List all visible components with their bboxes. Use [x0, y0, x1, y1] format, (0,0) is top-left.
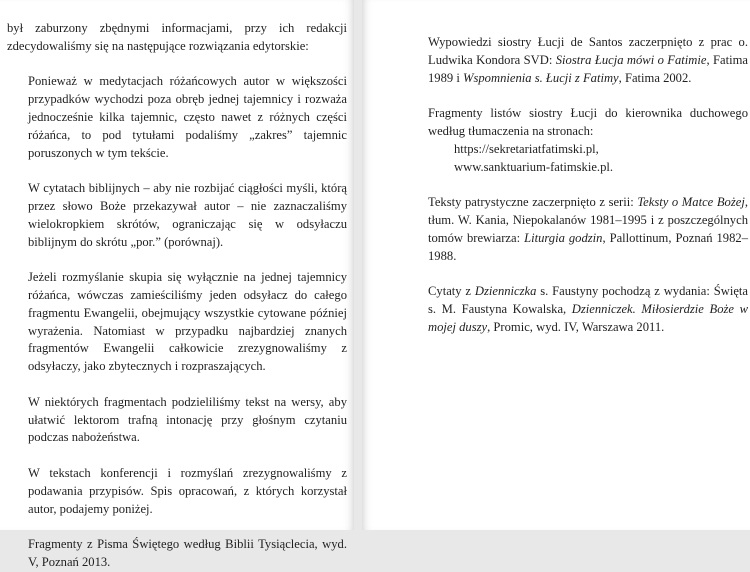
right-page-text — [428, 34, 748, 337]
source-lucia-statements: Wypowiedzi siostry Łucji de Santos zaczerpnięto z prac o. Ludwika Kondora SVD: Siostra Łucja mówi o Fatimie, Fatima 1989 i Wspomnienia s. Łucji z Fatimy, Fatima 2002. — [428, 35, 748, 85]
left-page-text — [7, 20, 347, 572]
left-page — [0, 0, 354, 569]
intro-paragraph: był zaburzony zbędnymi informacjami, przy ich redakcji zdecydowaliśmy się na następujące rozwiązania edytorskie: — [7, 21, 347, 53]
paragraph-verses: W niektórych fragmentach podzieliliśmy tekst na wersy, aby ułatwić lektorom trafną intonację przy głośnym czytaniu podczas nabożeństwa. — [28, 394, 347, 445]
paragraph-mysteries: Ponieważ w medytacjach różańcowych autor w większości przypadków wychodzi poza obręb jednej tajemnicy i rozważa jednocześnie kilka tajemnic, często nawet z różnych części różańca, to pod tytułami podaliśmy „zakres” tajemnic poruszonych w tym tekście. — [28, 74, 347, 160]
url-sekretariat: https://sekretariatfatimski.pl, — [454, 141, 599, 156]
right-page — [362, 0, 750, 530]
paragraph-single-mystery: Jeżeli rozmyślanie skupia się wyłącznie na jednej tajemnicy różańca, wówczas zamieściliśmy jeden odsyłacz do całego fragmentu Ewangelii, obejmujący wszystkie cytowane później wyrażenia. Natomiast w przypadku najbardziej znanych fragmentów Ewangelii całkowicie zrezygnowaliśmy z odsyłaczy, jako zbytecznych i rozpraszających. — [28, 270, 347, 374]
paragraph-bible-source: Fragmenty z Pisma Świętego według Biblii Tysiąclecia, wyd. V, Poznań 2013. — [28, 537, 347, 569]
source-lucia-letters: Fragmenty listów siostry Łucji do kierownika duchowego według tłumaczenia na stronach: — [428, 106, 748, 138]
paragraph-footnotes: W tekstach konferencji i rozmyślań zrezygnowaliśmy z podawania przypisów. Spis opracowań, z których korzystał autor, podajemy poniżej. — [28, 465, 347, 516]
source-faustyna-diary: Cytaty z Dzienniczka s. Faustyny pochodzą z wydania: Święta s. M. Faustyna Kowalska, Dzienniczek. Miłosierdzie Boże w mojej duszy, Promic, wyd. IV, Warszawa 2011. — [428, 284, 748, 334]
source-patristic-texts: Teksty patrystyczne zaczerpnięto z serii: Teksty o Matce Bożej, tłum. W. Kania, Niepokalanów 1981–1995 i z poszczególnych tomów brewiarza: Liturgia godzin, Pallottinum, Poznań 1982–1988. — [428, 195, 748, 263]
url-sanktuarium: www.sanktuarium-fatimskie.pl. — [454, 159, 614, 174]
paragraph-biblical-quotes: W cytatach biblijnych – aby nie rozbijać ciągłości myśli, którą przez słowo Boże przekazywał autor – nie zaznaczaliśmy wielokropkiem skrótów, ograniczając się w odsyłaczu biblijnym do skrótu „por.” (porównaj). — [28, 181, 347, 249]
